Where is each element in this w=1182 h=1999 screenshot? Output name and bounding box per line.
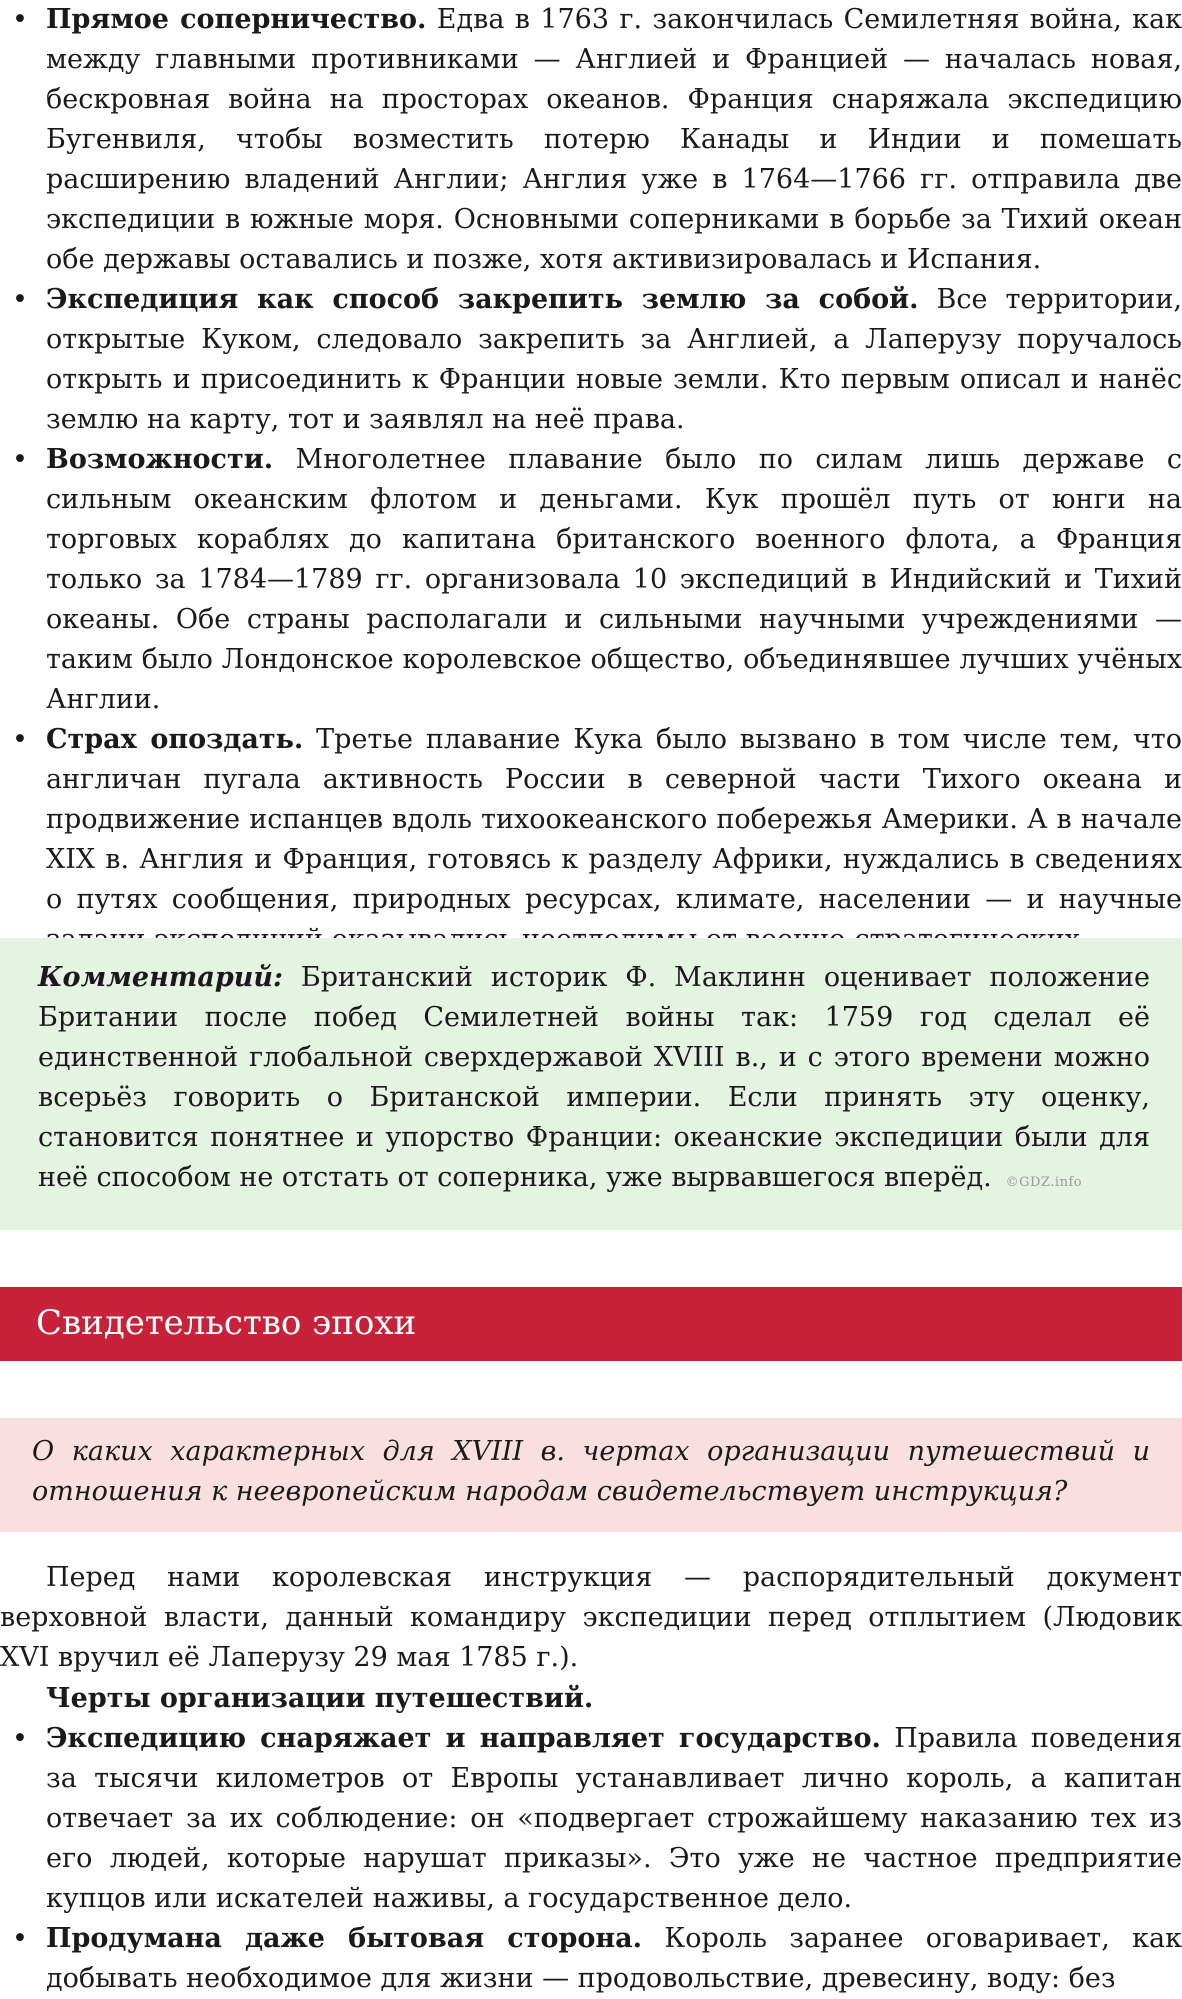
bullet-dot-icon: • (12, 724, 28, 755)
bullet-text: Многолетнее плавание было по силам лишь державе с сильным океанским флотом и деньгами. Кук прошёл путь от юнги на торговых кораблях до капитана британского военного флота, а Франция только за 1784—1789 гг. организовала 10 экспедиций в Индийский и Тихий океаны. Обе страны располагали и сильными научными учреждениями — таким было Лондонское королевское общество, объединявшее лучших учёных Англии. (46, 444, 1182, 715)
bullet-lead: Страх опоздать. (46, 724, 304, 755)
bullet-state-expedition (0, 1719, 1182, 1919)
bullet-dot-icon: • (12, 4, 28, 35)
bullet-lead: Продумана даже бытовая сторона. (46, 1923, 643, 1954)
bullet-dot-icon: • (12, 284, 28, 315)
bullet-text: Третье плавание Кука было вызвано в том числе тем, что англичан пугала активность России в северной части Тихого океана и продвижение испанцев вдоль тихоокеанского побережья Америки. А в начале XIX в. Англия и Франция, готовясь к разделу Африки, нуждались в сведениях о путях сообщения, природных ресурсах, климате, населении — и научные (46, 724, 1182, 915)
question-box (0, 1418, 1182, 1532)
subheading: Черты организации путешествий. (46, 1683, 594, 1714)
section-header-bar (0, 1287, 1182, 1361)
comment-text (38, 958, 1150, 1203)
bullet-lead: Возможности. (46, 444, 274, 475)
bullet-fear-late (0, 720, 1182, 960)
top-bullet-list (0, 0, 1182, 960)
bullet-dot-icon: • (12, 444, 28, 475)
bullet-text: Правила поведения за тысячи километров от Европы устанавливает лично король, а капитан отвечает за их соблюдение: он «подвергает строжайшему наказанию тех из его людей, которые нарушат приказы». Это уже не частное предприятие купцов или искателей наживы, а государственное дело. (46, 1723, 1182, 1914)
watermark-label: ©GDZ.info (1005, 1175, 1083, 1190)
comment-lead: Комментарий: (38, 962, 283, 993)
bullet-text: Король заранее оговаривает, как добывать необходимое для жизни — продовольствие, древесину, воду: без (46, 1923, 1182, 1994)
bullet-text: Все территории, открытые Куком, следовало закрепить за Англией, а Лаперузу поручалось открыть и присоединить к Франции новые земли. Кто первым описал и нанёс землю на карту, тот и заявлял на неё права. (46, 284, 1182, 435)
bullet-lead: Экспедиция как способ закрепить землю за собой. (46, 284, 919, 315)
bullet-text: Едва в 1763 г. закончилась Семилетняя война, как между главными противниками — Англией и Францией — началась новая, бескровная война на просторах океанов. Франция снаряжала экспедицию Бугенвиля, чтобы возместить потерю Канады и Индии и помешать расширению владений Англии; Англия уже в 1764—1766 гг. отправила две экспедиции в южные моря. Основными соперниками в борьбе за Тихий океан обе державы оставались и позже, хотя активизировалась и Испания. (46, 4, 1182, 275)
comment-box (0, 938, 1182, 1230)
intro-paragraph: Перед нами королевская инструкция — распорядительный документ верховной власти, данный командиру экспедиции перед отплытием (Людовик XVI вручил её Лаперузу 29 мая 1785 г.). (0, 1562, 1182, 1673)
bullet-dot-icon: • (12, 1923, 28, 1954)
bullet-rivalry (0, 0, 1182, 280)
comment-body: Британский историк Ф. Маклинн оценивает положение Британии после побед Семилетней войны так: 1759 год сделал её единственной глобальной сверхдержавой XVIII в., и с этого времени можно всерьёз говорить о Британской империи. Если принять эту оценку, становится понятнее и упорство Франции: океанские экспедиции были для неё способом не отстать от соперника, уже вырвавшегося вперёд. (38, 962, 1150, 1193)
bullet-expedition-claim (0, 280, 1182, 440)
bullet-possibilities (0, 440, 1182, 720)
bullet-dot-icon: • (12, 1723, 28, 1754)
question-text: О каких характерных для XVIII в. чертах организации путешествий и отношения к неевропейским народам свидетельствует инструкция? (32, 1436, 1150, 1507)
bullet-daily-life (0, 1919, 1182, 1999)
bottom-bullet-list (0, 1719, 1182, 1999)
bullet-lead: Экспедицию снаряжает и направляет государство. (46, 1723, 881, 1754)
bullet-lead: Прямое соперничество. (46, 4, 427, 35)
section-title: Свидетельство эпохи (36, 1303, 417, 1343)
